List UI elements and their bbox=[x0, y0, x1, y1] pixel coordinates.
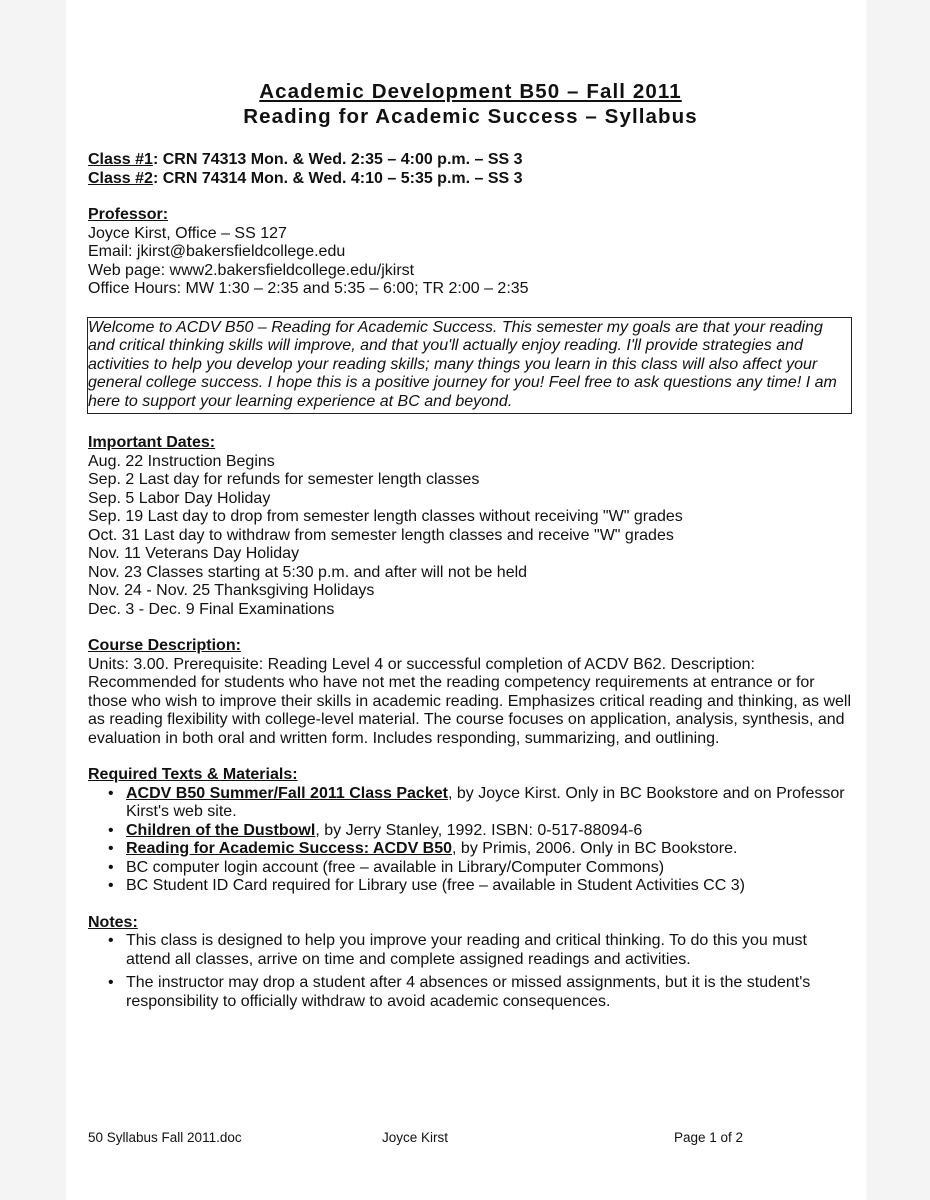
welcome-text: Welcome to ACDV B50 – Reading for Academic Success. This semester my goals are that your reading and critical thinking skills will improve, and that you'll actually enjoy reading. I'll provide strategies and activities to help you develop your reading skills; many things you learn in this class will also affect your general college success. I hope this is a positive journey for you! Feel free to ask questions any time! I am here to support your learning experience at BC and beyond. bbox=[88, 318, 837, 410]
course-description-heading: Course Description: bbox=[88, 637, 241, 654]
course-description-text: Units: 3.00. Prerequisite: Reading Level 4 or successful completion of ACDV B62. Description: Recommended for students who have not met the reading competency requirements at entrance or for those who wish to improve their skills in academic reading. Emphasizes critical reading and thinking, as well as reading flexibility with college-level material. The course focuses on application, analysis, synthesis, and evaluation in both oral and written form. Includes responding, summarizing, and outlining. bbox=[88, 655, 852, 747]
class-1-label: Class #1 bbox=[88, 151, 153, 168]
material-item bbox=[126, 859, 853, 878]
date-item: Sep. 5 Labor Day Holiday bbox=[88, 489, 271, 507]
date-item: Dec. 3 - Dec. 9 Final Examinations bbox=[88, 600, 335, 618]
notes-section bbox=[88, 914, 853, 1012]
date-item: Nov. 24 - Nov. 25 Thanksgiving Holidays bbox=[88, 582, 375, 599]
material-details: , by Jerry Stanley, 1992. ISBN: 0-517-88094-6 bbox=[315, 821, 643, 839]
material-title: Reading for Academic Success: ACDV B50 bbox=[126, 840, 453, 857]
title-line-2: Reading for Academic Success – Syllabus bbox=[243, 104, 698, 128]
syllabus-content bbox=[88, 80, 853, 1011]
professor-heading: Professor: bbox=[88, 206, 169, 223]
material-details: BC computer login account (free – available in Library/Computer Commons) bbox=[126, 858, 665, 876]
class-2-details: : CRN 74314 Mon. & Wed. 4:10 – 5:35 p.m. – SS 3 bbox=[152, 169, 523, 187]
title-line-1: Academic Development B50 – Fall 2011 bbox=[259, 80, 682, 103]
material-title: Children of the Dustbowl bbox=[126, 821, 316, 839]
class-1-details: : CRN 74313 Mon. & Wed. 2:35 – 4:00 p.m. – SS 3 bbox=[152, 151, 523, 168]
professor-web-page: Web page: www2.bakersfieldcollege.edu/jkirst bbox=[88, 261, 415, 279]
notes-heading: Notes: bbox=[88, 913, 138, 931]
materials-list bbox=[88, 785, 853, 896]
welcome-box bbox=[87, 317, 852, 415]
material-details: , by Joyce Kirst. Only in BC Bookstore and on Professor Kirst's web site. bbox=[126, 784, 845, 820]
date-item: Nov. 11 Veterans Day Holiday bbox=[88, 545, 300, 562]
material-item bbox=[126, 840, 853, 859]
date-item: Oct. 31 Last day to withdraw from semester length classes and receive "W" grades bbox=[88, 526, 674, 544]
footer-author: Joyce Kirst bbox=[382, 1130, 449, 1145]
class-schedule bbox=[88, 151, 853, 188]
class-2-line bbox=[88, 170, 853, 189]
class-2-label: Class #2 bbox=[88, 169, 153, 187]
note-item: • This class is designed to help you improve your reading and critical thinking. To do this you must attend all classes, arrive on time and complete assigned readings and activities. bbox=[126, 932, 853, 969]
class-1-line bbox=[88, 151, 853, 170]
material-details: , by Primis, 2006. Only in BC Bookstore. bbox=[452, 840, 738, 857]
document-page bbox=[66, 0, 866, 1200]
important-dates-section bbox=[88, 434, 853, 619]
professor-section bbox=[88, 206, 853, 299]
professor-office-hours: Office Hours: MW 1:30 – 2:35 and 5:35 – 6:00; TR 2:00 – 2:35 bbox=[88, 280, 529, 297]
notes-list bbox=[88, 932, 853, 1011]
material-title: ACDV B50 Summer/Fall 2011 Class Packet bbox=[126, 784, 448, 802]
date-item: Sep. 19 Last day to drop from semester length classes without receiving "W" grades bbox=[88, 508, 683, 525]
footer-page-number: Page 1 of 2 bbox=[674, 1130, 744, 1145]
material-details: BC Student ID Card required for Library use (free – available in Student Activities CC 3) bbox=[126, 877, 745, 894]
document-title bbox=[88, 80, 853, 129]
note-item: • The instructor may drop a student after 4 absences or missed assignments, but it is the student's responsibility to officially withdraw to avoid academic consequences. bbox=[126, 974, 853, 1011]
footer-filename: 50 Syllabus Fall 2011.doc bbox=[88, 1130, 242, 1145]
professor-email: Email: jkirst@bakersfieldcollege.edu bbox=[88, 243, 346, 260]
required-materials-heading: Required Texts & Materials: bbox=[88, 766, 298, 783]
course-description-section bbox=[88, 637, 853, 748]
date-item: Aug. 22 Instruction Begins bbox=[88, 452, 275, 470]
material-item bbox=[126, 822, 853, 841]
date-item: Sep. 2 Last day for refunds for semester length classes bbox=[88, 471, 480, 488]
material-item bbox=[126, 877, 853, 896]
material-item bbox=[126, 785, 853, 822]
required-materials-section bbox=[88, 766, 853, 896]
date-item: Nov. 23 Classes starting at 5:30 p.m. and after will not be held bbox=[88, 563, 528, 581]
important-dates-heading: Important Dates: bbox=[88, 434, 216, 451]
professor-name: Joyce Kirst, Office – SS 127 bbox=[88, 224, 287, 242]
